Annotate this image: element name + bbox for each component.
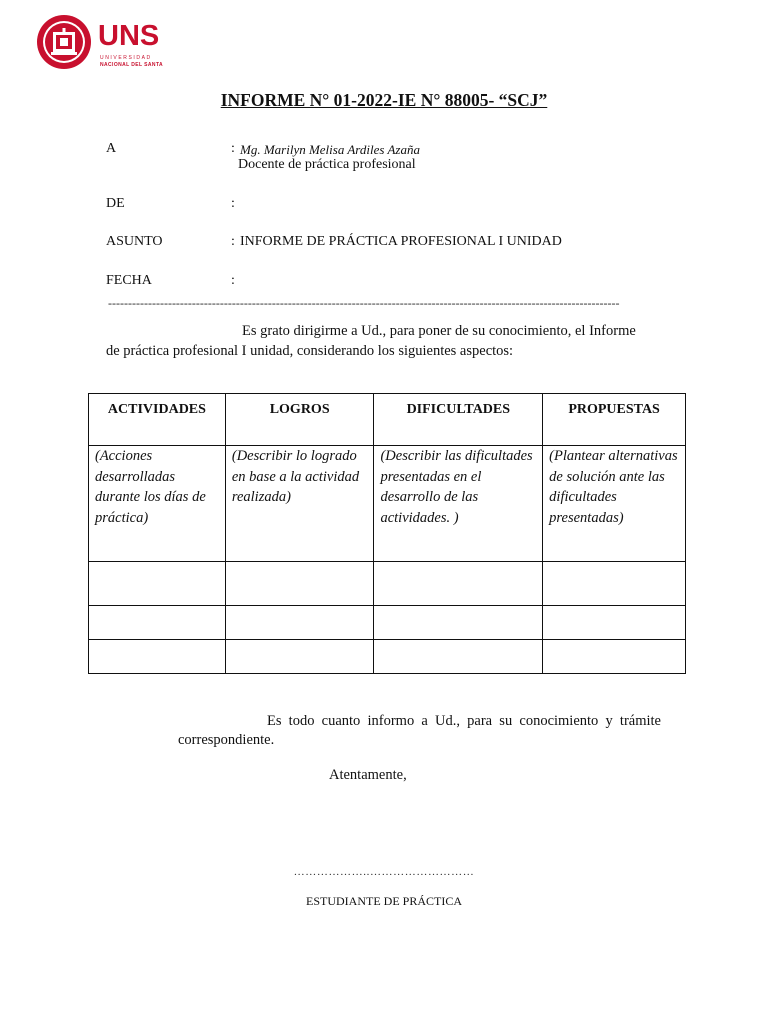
table-cell[interactable] [225, 640, 374, 674]
field-fecha-label: FECHA [106, 273, 152, 288]
table-cell[interactable] [225, 606, 374, 640]
report-table [88, 393, 686, 674]
table-row [89, 446, 686, 562]
field-a-name: Mg. Marilyn Melisa Ardiles Azaña [240, 142, 420, 157]
table-header-row [89, 394, 686, 446]
table-cell[interactable] [89, 606, 226, 640]
dashed-divider: -------------------------------------------------------------------------------------------------------------------------------- [108, 296, 620, 310]
table-row [89, 606, 686, 640]
table-cell[interactable] [543, 640, 686, 674]
table-cell[interactable] [543, 606, 686, 640]
university-logo [36, 14, 166, 78]
report-title: INFORME N° 01-2022-IE N° 88005- “SCJ” [220, 90, 548, 110]
logo-line-2: NACIONAL DEL SANTA [100, 62, 164, 68]
field-asunto-colon: : [231, 234, 235, 249]
table-row [89, 640, 686, 674]
signature-line: ………………..……………………… [293, 866, 475, 878]
signature-label: ESTUDIANTE DE PRÁCTICA [306, 894, 462, 908]
desc-dificultades: (Describir las dificultades presentadas en el desarrollo de las actividades. ) [374, 446, 543, 562]
field-a-label: A [106, 141, 117, 156]
header-logros: LOGROS [225, 394, 374, 446]
table-cell[interactable] [543, 562, 686, 606]
closing-line-1: Es todo cuanto informo a Ud., para su conocimiento y trámite [267, 713, 661, 729]
table-cell[interactable] [225, 562, 374, 606]
desc-actividades: (Acciones desarrolladas durante los días de práctica) [89, 446, 226, 562]
table-cell[interactable] [374, 640, 543, 674]
field-de-colon: : [231, 196, 235, 211]
logo-line-1: UNIVERSIDAD [100, 55, 152, 61]
table-cell[interactable] [89, 640, 226, 674]
table-row [89, 562, 686, 606]
table-cell[interactable] [374, 562, 543, 606]
field-asunto-value: INFORME DE PRÁCTICA PROFESIONAL I UNIDAD [240, 234, 562, 249]
field-a-colon: : [231, 141, 235, 156]
field-de-label: DE [106, 196, 125, 211]
header-propuestas: PROPUESTAS [543, 394, 686, 446]
field-asunto-label: ASUNTO [106, 234, 163, 249]
table-cell[interactable] [374, 606, 543, 640]
intro-line-1: Es grato dirigirme a Ud., para poner de su conocimiento, el Informe [242, 323, 636, 339]
field-a-role: Docente de práctica profesional [238, 157, 416, 172]
header-actividades: ACTIVIDADES [89, 394, 226, 446]
logo-name: UNS [98, 20, 160, 52]
intro-line-2: de práctica profesional I unidad, considerando los siguientes aspectos: [106, 343, 514, 359]
header-dificultades: DIFICULTADES [374, 394, 543, 446]
closing-line-2: correspondiente. [178, 732, 275, 748]
farewell: Atentamente, [329, 767, 407, 783]
field-fecha-colon: : [231, 273, 235, 288]
university-seal-icon [36, 14, 92, 70]
table-cell[interactable] [89, 562, 226, 606]
desc-logros: (Describir lo logrado en base a la actividad realizada) [225, 446, 374, 562]
desc-propuestas: (Plantear alternativas de solución ante las dificultades presentadas) [543, 446, 686, 562]
